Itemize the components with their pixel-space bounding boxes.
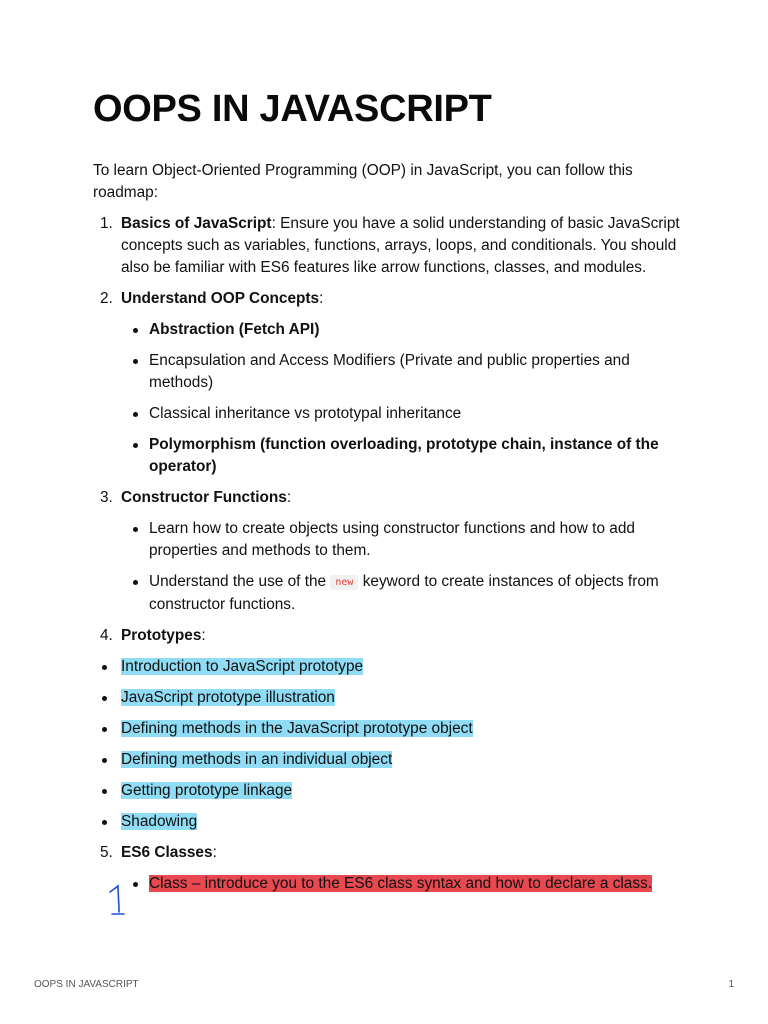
list-item [93, 780, 683, 802]
list-item-text: keyword to create instances of objects from constructor functions. [149, 573, 659, 613]
list-item [121, 319, 683, 341]
sub-list [121, 319, 683, 478]
list-item [93, 811, 683, 833]
footer-title: OOPS IN JAVASCRIPT [34, 979, 139, 990]
page-title: OOPS IN JAVASCRIPT [93, 88, 492, 130]
item-number: 1. [100, 215, 113, 232]
item-number: 5. [100, 844, 113, 861]
page-number: 1 [728, 979, 734, 990]
list-item [121, 518, 683, 562]
highlighted-topic: Defining methods in an individual object [121, 751, 393, 768]
list-item-text: Encapsulation and Access Modifiers (Private and public properties and methods) [149, 352, 630, 391]
highlighted-topic: Defining methods in the JavaScript prototype object [121, 720, 473, 737]
list-item [93, 656, 683, 678]
item-label: ES6 Classes [121, 844, 213, 861]
item-text: : [212, 844, 217, 861]
highlighted-topic: Class – introduce you to the ES6 class syntax and how to declare a class. [149, 875, 653, 892]
prototype-topics-list [93, 656, 683, 833]
highlighted-topic: Getting prototype linkage [121, 782, 293, 799]
roadmap-item-es6-classes [93, 842, 683, 895]
list-item [93, 749, 683, 771]
item-number: 4. [100, 627, 113, 644]
roadmap-item-basics [93, 213, 683, 279]
item-number: 2. [100, 290, 113, 307]
item-label: Basics of JavaScript [121, 215, 272, 232]
roadmap-list-continued [93, 842, 683, 895]
list-item [121, 571, 683, 616]
sub-list [121, 518, 683, 616]
item-text: : [286, 489, 292, 506]
roadmap-item-prototypes [93, 625, 683, 647]
inline-code-new: new [330, 575, 358, 590]
roadmap-item-constructor-functions [93, 487, 683, 616]
item-number: 3. [100, 489, 113, 506]
handwritten-annotation-icon [104, 880, 134, 920]
list-item-text: Polymorphism (function overloading, prototype chain, instance of the operator) [149, 436, 659, 475]
list-item-text: Classical inheritance vs prototypal inheritance [149, 405, 462, 422]
list-item-text: Learn how to create objects using constructor functions and how to add properties and methods to them. [149, 520, 635, 559]
list-item [121, 873, 683, 895]
intro-paragraph: To learn Object-Oriented Programming (OOP) in JavaScript, you can follow this roadmap: [93, 162, 633, 201]
highlighted-topic: Introduction to JavaScript prototype [121, 658, 364, 675]
roadmap-item-oop-concepts [93, 288, 683, 478]
list-item [93, 718, 683, 740]
highlighted-topic: JavaScript prototype illustration [121, 689, 335, 706]
item-text: : [319, 290, 324, 307]
list-item [121, 403, 683, 425]
item-text: : [201, 627, 206, 644]
list-item [121, 350, 683, 394]
list-item-text: Understand the use of the [149, 573, 331, 590]
item-text: : Ensure you have a solid understanding of basic JavaScript concepts such as variables, functions, arrays, loops, and conditionals. You should also be familiar with ES6 features like arrow functions, classes, and modules. [121, 215, 680, 276]
sub-list [121, 873, 683, 895]
document-body [93, 160, 683, 904]
highlighted-topic: Shadowing [121, 813, 198, 830]
item-label: Constructor Functions [121, 489, 287, 506]
item-label: Prototypes [121, 627, 202, 644]
roadmap-list [93, 213, 683, 647]
list-item-text: Abstraction (Fetch API) [149, 321, 320, 338]
item-label: Understand OOP Concepts [121, 290, 320, 307]
list-item [121, 434, 683, 478]
list-item [93, 687, 683, 709]
